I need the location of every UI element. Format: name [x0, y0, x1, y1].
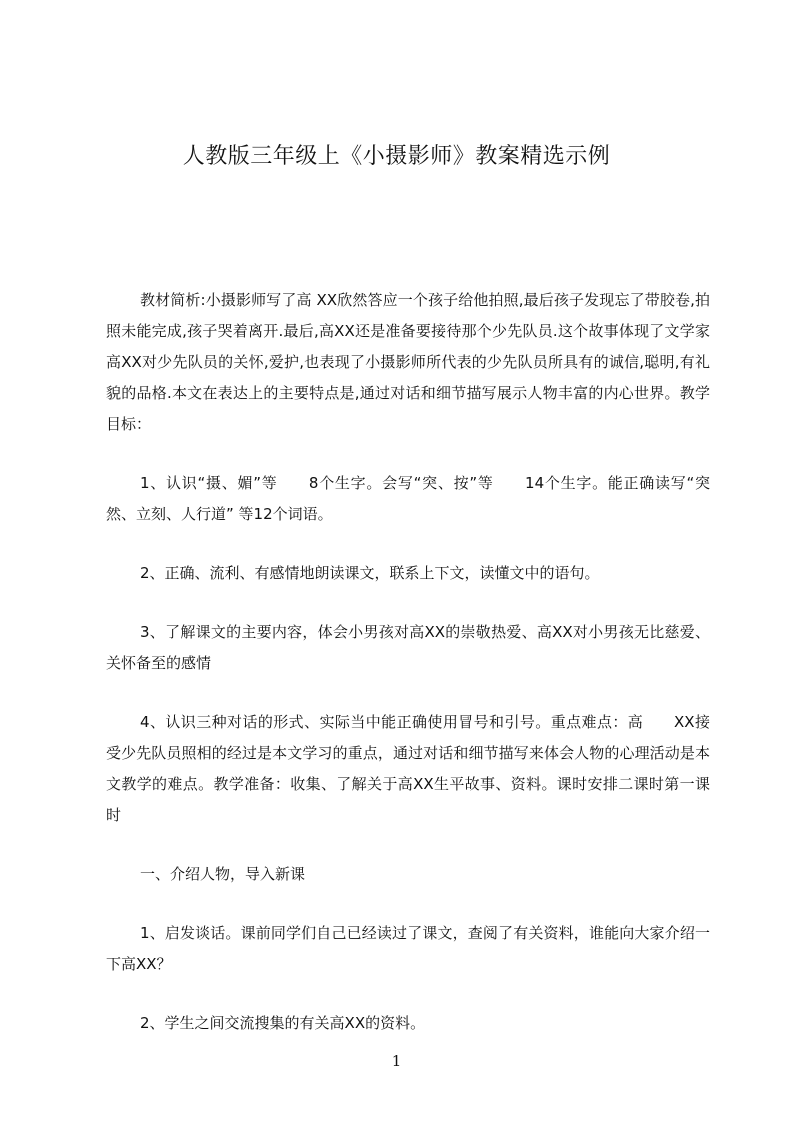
paragraph-goal-2: 2、正确、流利、有感情地朗读课文，联系上下文，读懂文中的语句。 — [140, 564, 600, 582]
section-heading-intro: 一、介绍人物，导入新课 — [140, 865, 306, 883]
paragraph-step-1: 1、启发谈话。课前同学们自己已经读过了课文，查阅了有关资料，谁能向大家介绍一下高XX？ — [106, 924, 710, 973]
paragraph-goal-4: 4、认识三种对话的形式、实际当中能正确使用冒号和引号。重点难点：高 XX接受少先队员照相的经过是本文学习的重点，通过对话和细节描写来体会人物的心理活动是本文教学的难点。教学准备：收集、了解关于高XX生平故事、资料。课时安排二课时第一课时 — [106, 713, 710, 824]
paragraph-goal-3: 3、了解课文的主要内容，体会小男孩对高XX的崇敬热爱、高XX对小男孩无比慈爱、关怀备至的感情 — [106, 623, 710, 672]
document-body — [106, 285, 710, 1067]
paragraph-analysis: 教材简析:小摄影师写了高 XX欣然答应一个孩子给他拍照,最后孩子发现忘了带胶卷,拍照未能完成,孩子哭着离开.最后,高XX还是准备要接待那个少先队员.这个故事体现了文学家高XX对少先队员的关怀,爱护,也表现了小摄影师所代表的少先队员所具有的诚信,聪明,有礼貌的品格.本文在表达上的主要特点是,通过对话和细节描写展示人物丰富的内心世界。教学目标： — [106, 291, 710, 433]
page-number: 1 — [391, 1052, 402, 1070]
document-title: 人教版三年级上《小摄影师》教案精选示例 — [182, 144, 611, 169]
paragraph-goal-1: 1、认识“摄、媚”等 8个生字。会写“突、按”等 14个生字。能正确读写“突然、立刻、人行道” 等12个词语。 — [106, 474, 710, 523]
paragraph-step-2: 2、学生之间交流搜集的有关高XX的资料。 — [140, 1014, 426, 1032]
